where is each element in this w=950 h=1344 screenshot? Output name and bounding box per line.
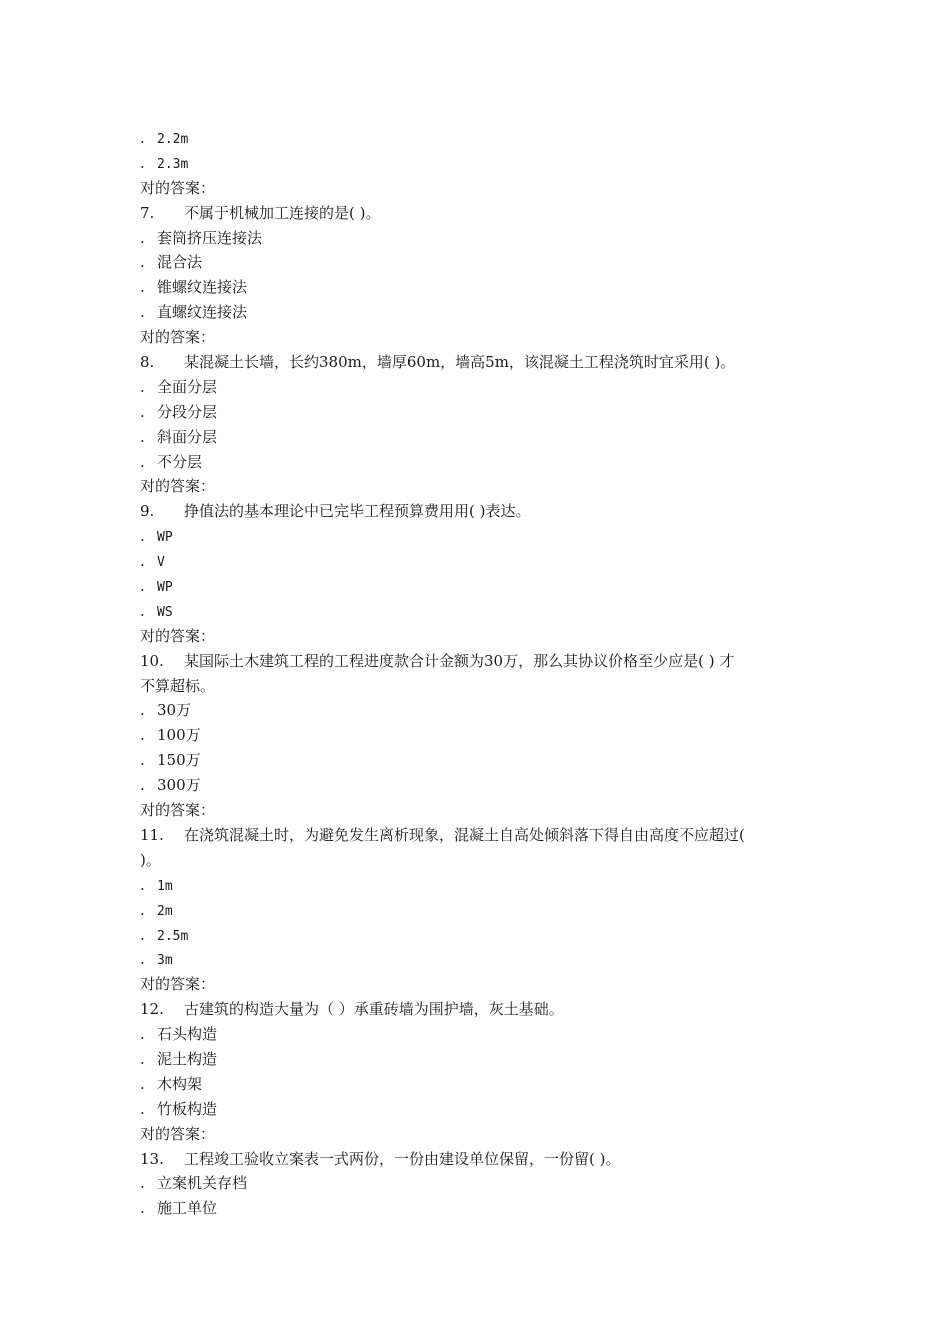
- option-text: 锥螺纹连接法: [157, 278, 248, 297]
- option-marker: .: [140, 875, 145, 894]
- option-text: 100万: [157, 726, 201, 745]
- answer-line: 对的答案：: [140, 328, 216, 347]
- option-text: 施工单位: [157, 1199, 218, 1218]
- option-line: [140, 873, 820, 898]
- question-line: [140, 350, 820, 375]
- option-text: 30万: [157, 701, 192, 720]
- option-text: 立案机关存档: [157, 1174, 248, 1193]
- option-line: [140, 250, 820, 275]
- question-text: 工程竣工验收立案表一式两份，一份由建设单位保留，一份留( )。: [184, 1149, 621, 1168]
- option-marker: .: [140, 253, 145, 272]
- option-marker: .: [140, 552, 145, 571]
- option-text: 泥土构造: [157, 1049, 218, 1068]
- option-marker: .: [140, 452, 145, 471]
- option-line: [140, 226, 820, 251]
- option-marker: .: [140, 153, 145, 172]
- option-line: [140, 748, 820, 773]
- question-text: 古建筑的构造大量为（ ）承重砖墙为围护墙，灰土基础。: [184, 1000, 564, 1019]
- option-text: WS: [157, 604, 173, 620]
- option-text: 2.5m: [157, 928, 189, 944]
- option-marker: .: [140, 228, 145, 247]
- option-text: 石头构造: [157, 1025, 218, 1044]
- option-marker: .: [140, 1049, 145, 1068]
- option-text: 竹板构造: [157, 1099, 218, 1118]
- option-text: V: [157, 555, 165, 571]
- option-marker: .: [140, 900, 145, 919]
- option-text: 1m: [157, 878, 173, 894]
- option-marker: .: [140, 303, 145, 322]
- question-text: 某国际土木建筑工程的工程进度款合计金额为30万，那么其协议价格至少应是( ) 才: [184, 651, 735, 670]
- question-continuation: )。: [140, 850, 161, 869]
- option-text: 斜面分层: [157, 427, 218, 446]
- option-marker: .: [140, 925, 145, 944]
- question-text: 某混凝土长墙，长约380m，墙厚60m，墙高5m，该混凝土工程浇筑时宜采用( )。: [184, 353, 736, 372]
- question-number: 13.: [140, 1149, 164, 1168]
- option-text: 分段分层: [157, 402, 218, 421]
- option-line: [140, 126, 820, 151]
- option-marker: .: [140, 402, 145, 421]
- option-marker: .: [140, 1025, 145, 1044]
- option-line: [140, 425, 820, 450]
- option-marker: .: [140, 377, 145, 396]
- option-text: WP: [157, 530, 173, 546]
- option-line: [140, 275, 820, 300]
- option-line: [140, 450, 820, 475]
- option-marker: .: [140, 601, 145, 620]
- option-text: 混合法: [157, 253, 203, 272]
- question-number: 11.: [140, 825, 164, 844]
- option-marker: .: [140, 577, 145, 596]
- question-text: 在浇筑混凝土时，为避免发生离析现象，混凝土自高处倾斜落下得自由高度不应超过(: [184, 825, 745, 844]
- option-line: [140, 151, 820, 176]
- option-line: [140, 1047, 820, 1072]
- option-line: [140, 524, 820, 549]
- question-number: 12.: [140, 1000, 164, 1019]
- question-line: [140, 823, 820, 848]
- question-text: 不属于机械加工连接的是( )。: [184, 203, 381, 222]
- option-text: 300万: [157, 776, 201, 795]
- option-marker: .: [140, 1174, 145, 1193]
- option-line: [140, 375, 820, 400]
- option-line: [140, 574, 820, 599]
- option-marker: .: [140, 701, 145, 720]
- question-number: 10.: [140, 651, 164, 670]
- option-text: 不分层: [157, 452, 203, 471]
- option-marker: .: [140, 129, 145, 147]
- option-text: 3m: [157, 953, 173, 969]
- option-marker: .: [140, 278, 145, 297]
- option-line: [140, 773, 820, 798]
- question-text: 挣值法的基本理论中已完毕工程预算费用用( )表达。: [184, 502, 531, 521]
- question-line: [140, 1147, 820, 1172]
- option-text: 全面分层: [157, 377, 218, 396]
- option-line: [140, 898, 820, 923]
- option-marker: .: [140, 527, 145, 546]
- option-line: [140, 723, 820, 748]
- answer-line: 对的答案：: [140, 975, 216, 994]
- option-line: [140, 1097, 820, 1122]
- question-number: 7.: [140, 203, 155, 222]
- option-text: 150万: [157, 751, 201, 770]
- question-number: 8.: [140, 353, 155, 372]
- option-text: WP: [157, 580, 173, 596]
- answer-line: 对的答案：: [140, 178, 216, 197]
- option-line: [140, 1171, 820, 1196]
- question-line: [140, 997, 820, 1022]
- question-line: [140, 649, 820, 674]
- answer-line: 对的答案：: [140, 801, 216, 820]
- option-text: 2.2m: [157, 132, 189, 147]
- option-text: 2.3m: [157, 156, 189, 172]
- answer-line: 对的答案：: [140, 477, 216, 496]
- option-marker: .: [140, 1199, 145, 1218]
- answer-line: 对的答案：: [140, 626, 216, 645]
- option-marker: .: [140, 726, 145, 745]
- option-line: [140, 549, 820, 574]
- question-continuation: 不算超标。: [140, 676, 216, 695]
- option-marker: .: [140, 427, 145, 446]
- option-line: [140, 698, 820, 723]
- option-line: [140, 300, 820, 325]
- option-marker: .: [140, 1099, 145, 1118]
- question-number: 9.: [140, 502, 155, 521]
- option-line: [140, 1196, 820, 1221]
- option-text: 2m: [157, 903, 173, 919]
- option-marker: .: [140, 950, 145, 969]
- option-line: [140, 1072, 820, 1097]
- option-line: [140, 947, 820, 972]
- option-text: 直螺纹连接法: [157, 303, 248, 322]
- question-line: [140, 201, 820, 226]
- option-marker: .: [140, 1074, 145, 1093]
- option-text: 木构架: [157, 1074, 203, 1093]
- option-line: [140, 1022, 820, 1047]
- option-marker: .: [140, 776, 145, 795]
- document-page: [140, 126, 820, 1221]
- option-line: [140, 599, 820, 624]
- option-line: [140, 923, 820, 948]
- option-marker: .: [140, 751, 145, 770]
- question-line: [140, 499, 820, 524]
- option-text: 套筒挤压连接法: [157, 228, 263, 247]
- option-line: [140, 400, 820, 425]
- answer-line: 对的答案：: [140, 1124, 216, 1143]
